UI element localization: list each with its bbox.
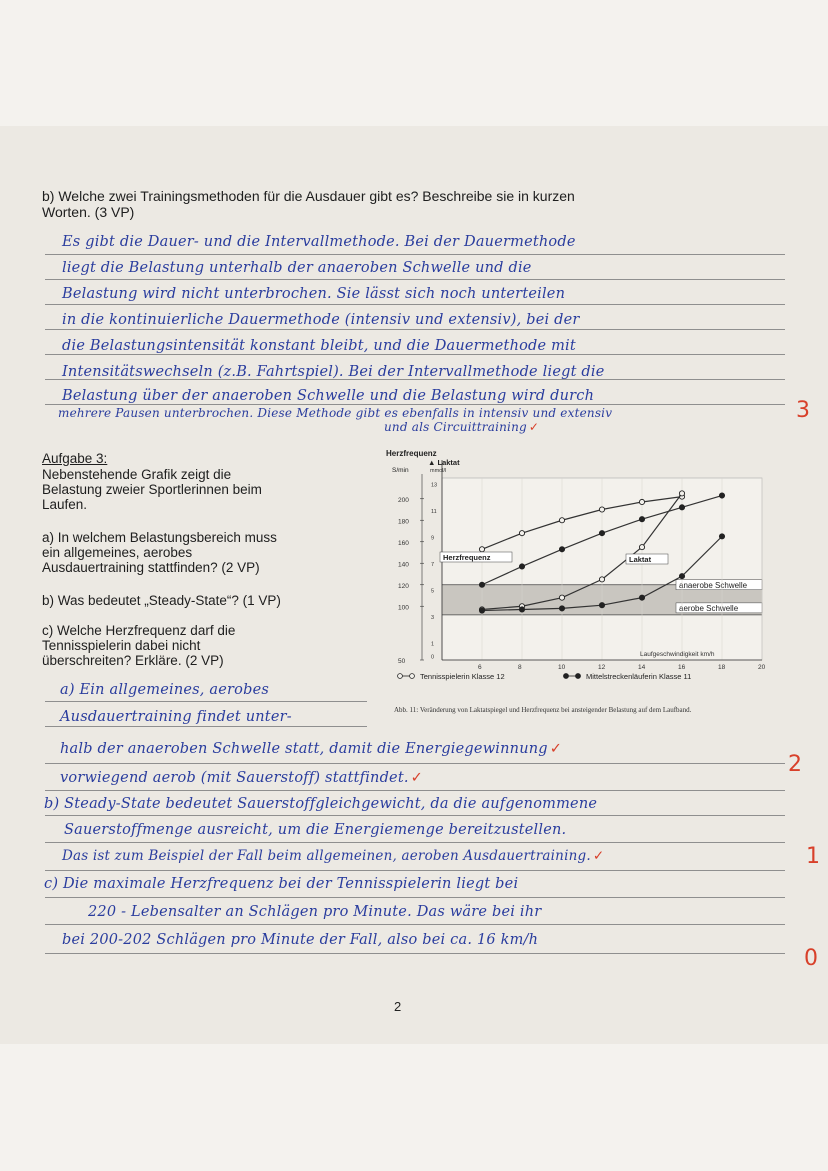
data-point — [679, 491, 684, 496]
data-point — [479, 582, 484, 587]
data-point — [559, 518, 564, 523]
right-tick-label: 7 — [431, 561, 435, 568]
data-point — [519, 531, 524, 536]
legend-marker-filled — [564, 674, 569, 679]
data-point — [599, 507, 604, 512]
task3-question-b: b) Was bedeutet „Steady-State“? (1 VP) — [42, 593, 281, 608]
threshold-label: anaerobe Schwelle — [679, 580, 748, 590]
answer-3-line-6: Sauerstoffmenge ausreicht, um die Energiemenge bereitzustellen. — [64, 822, 567, 838]
data-point — [479, 547, 484, 552]
curve-label-hr: Herzfrequenz — [443, 553, 491, 562]
ruled-line — [45, 304, 785, 305]
grade-task3-b: 1 — [806, 844, 820, 869]
threshold-label: aerobe Schwelle — [679, 603, 739, 613]
answer-3-line-3: halb der anaeroben Schwelle statt, damit die Energiegewinnung ✓ — [60, 741, 563, 757]
right-tick-label: 1 — [431, 641, 435, 648]
grade-b: 3 — [796, 398, 810, 423]
task3-title: Aufgabe 3: — [42, 451, 108, 466]
legend-marker-filled — [576, 674, 581, 679]
task3-qa-line: a) In welchem Belastungsbereich muss — [42, 530, 277, 545]
legend-marker-open — [410, 674, 415, 679]
left-axis-unit: S/min — [392, 467, 409, 474]
ruled-line — [45, 897, 785, 898]
data-point — [559, 595, 564, 600]
left-tick-label: 200 — [398, 496, 409, 504]
data-point — [639, 499, 644, 504]
right-tick-label: 3 — [431, 614, 435, 621]
answer-3-line-9: 220 - Lebensalter an Schlägen pro Minute. Das wäre bei ihr — [88, 904, 542, 920]
answer-b-line-5: die Belastungsintensität konstant bleibt, und die Dauermethode mit — [62, 338, 576, 354]
question-b — [42, 188, 575, 220]
answer-3-line-4: vorwiegend aerob (mit Sauerstoff) stattfindet. ✓ — [60, 770, 424, 786]
curve-label-lactate: Laktat — [629, 555, 652, 564]
x-tick-label: 8 — [518, 664, 522, 671]
lactate-heart-rate-chart — [384, 448, 774, 684]
task3-qc-line: Tennisspielerin dabei nicht — [42, 638, 201, 653]
ruled-line — [45, 404, 785, 405]
task3-intro-line: Nebenstehende Grafik zeigt die — [42, 467, 232, 482]
right-tick-label: 5 — [431, 588, 435, 595]
x-tick-label: 14 — [638, 664, 646, 671]
ruled-line — [45, 701, 367, 702]
data-point — [559, 606, 564, 611]
answer-3-line-2: Ausdauertraining findet unter- — [60, 709, 292, 725]
x-tick-label: 20 — [758, 664, 766, 671]
x-tick-label: 12 — [598, 664, 606, 671]
task3-question-a — [42, 530, 277, 575]
ruled-line — [45, 815, 785, 816]
right-tick-label: 13 — [431, 482, 438, 489]
answer-3-line-5: b) Steady-State bedeutet Sauerstoffgleichgewicht, da die aufgenommene — [44, 796, 598, 812]
left-tick-label: 160 — [398, 539, 409, 547]
answer-b-line-4: in die kontinuierliche Dauermethode (intensiv und extensiv), bei der — [62, 312, 580, 328]
task3-qc-line: überschreiten? Erkläre. (2 VP) — [42, 653, 224, 668]
data-point — [599, 531, 604, 536]
data-point — [679, 505, 684, 510]
grade-task3-c: 0 — [804, 946, 818, 971]
ruled-line — [45, 790, 785, 791]
question-b-line-1: b) Welche zwei Trainingsmethoden für die Ausdauer gibt es? Beschreibe sie in kurzen — [42, 188, 575, 204]
data-point — [519, 564, 524, 569]
answer-b-line-3: Belastung wird nicht unterbrochen. Sie lässt sich noch unterteilen — [62, 286, 566, 302]
answer-b-line-2: liegt die Belastung unterhalb der anaeroben Schwelle und die — [62, 260, 532, 276]
left-tick-label: 50 — [398, 658, 406, 665]
task3-heading — [42, 451, 107, 466]
x-tick-label: 6 — [478, 664, 482, 671]
answer-3-line-1: a) Ein allgemeines, aerobes — [60, 682, 270, 698]
task3-qa-line: Ausdauertraining stattfinden? (2 VP) — [42, 560, 260, 575]
grade-task3-a: 2 — [788, 752, 802, 777]
left-tick-label: 100 — [398, 604, 409, 612]
right-tick-label: 0 — [431, 654, 435, 661]
data-point — [479, 608, 484, 613]
page-number: 2 — [394, 999, 402, 1014]
ruled-line — [45, 354, 785, 355]
data-point — [639, 517, 644, 522]
data-point — [599, 577, 604, 582]
ruled-line — [45, 870, 785, 871]
ruled-line — [45, 726, 367, 727]
data-point — [719, 534, 724, 539]
answer-b-line-1: Es gibt die Dauer- und die Intervallmethode. Bei der Dauermethode — [62, 234, 576, 250]
task3-qa-line: ein allgemeines, aerobes — [42, 545, 193, 560]
answer-b-line-8: mehrere Pausen unterbrochen. Diese Methode gibt es ebenfalls in intensiv und extensiv — [58, 406, 613, 420]
ruled-line — [45, 279, 785, 280]
ruled-line — [45, 254, 785, 255]
ruled-line — [45, 329, 785, 330]
left-tick-label: 180 — [398, 518, 409, 526]
answer-b-line-6: Intensitätswechseln (z.B. Fahrtspiel). Bei der Intervallmethode liegt die — [62, 364, 605, 380]
legend-label: Tennisspielerin Klasse 12 — [420, 672, 505, 681]
data-point — [559, 547, 564, 552]
right-axis-unit: mmol/l — [430, 468, 447, 474]
answer-b-line-9: und als Circuittraining ✓ — [384, 420, 540, 434]
right-tick-label: 9 — [431, 535, 435, 542]
task3-intro-line: Laufen. — [42, 497, 88, 512]
task3-qc-line: c) Welche Herzfrequenz darf die — [42, 623, 236, 638]
x-axis-label: Laufgeschwindigkeit km/h — [640, 651, 715, 658]
legend-label: Mittelstreckenläuferin Klasse 11 — [586, 672, 692, 681]
right-tick-label: 11 — [431, 508, 437, 515]
answer-3-line-8: c) Die maximale Herzfrequenz bei der Tennisspielerin liegt bei — [44, 876, 519, 892]
question-b-line-2: Worten. (3 VP) — [42, 204, 135, 220]
task3-intro — [42, 467, 262, 512]
legend-marker-open — [398, 674, 403, 679]
data-point — [639, 595, 644, 600]
x-tick-label: 18 — [718, 664, 726, 671]
figure-caption: Abb. 11: Veränderung von Laktatspiegel und Herzfrequenz bei ansteigender Belastung auf dem Laufband. — [394, 706, 692, 714]
left-tick-label: 120 — [398, 582, 409, 590]
ruled-line — [45, 763, 785, 764]
data-point — [639, 545, 644, 550]
answer-3-line-10: bei 200-202 Schlägen pro Minute der Fall, also bei ca. 16 km/h — [62, 932, 539, 948]
worksheet-page — [0, 126, 828, 1044]
task3-question-c — [42, 623, 235, 668]
ruled-line — [45, 953, 785, 954]
answer-3-line-7: Das ist zum Beispiel der Fall beim allgemeinen, aeroben Ausdauertraining. ✓ — [62, 848, 605, 864]
left-axis-label: Herzfrequenz — [386, 449, 437, 458]
left-tick-label: 140 — [398, 561, 409, 569]
ruled-line — [45, 842, 785, 843]
ruled-line — [45, 924, 785, 925]
task3-intro-line: Belastung zweier Sportlerinnen beim — [42, 482, 262, 497]
data-point — [599, 603, 604, 608]
data-point — [719, 493, 724, 498]
x-tick-label: 16 — [678, 664, 686, 671]
x-tick-label: 10 — [558, 664, 566, 671]
answer-b-line-7: Belastung über der anaeroben Schwelle und die Belastung wird durch — [62, 388, 595, 404]
data-point — [679, 574, 684, 579]
data-point — [519, 607, 524, 612]
right-axis-label: ▲ Laktat — [428, 458, 460, 467]
